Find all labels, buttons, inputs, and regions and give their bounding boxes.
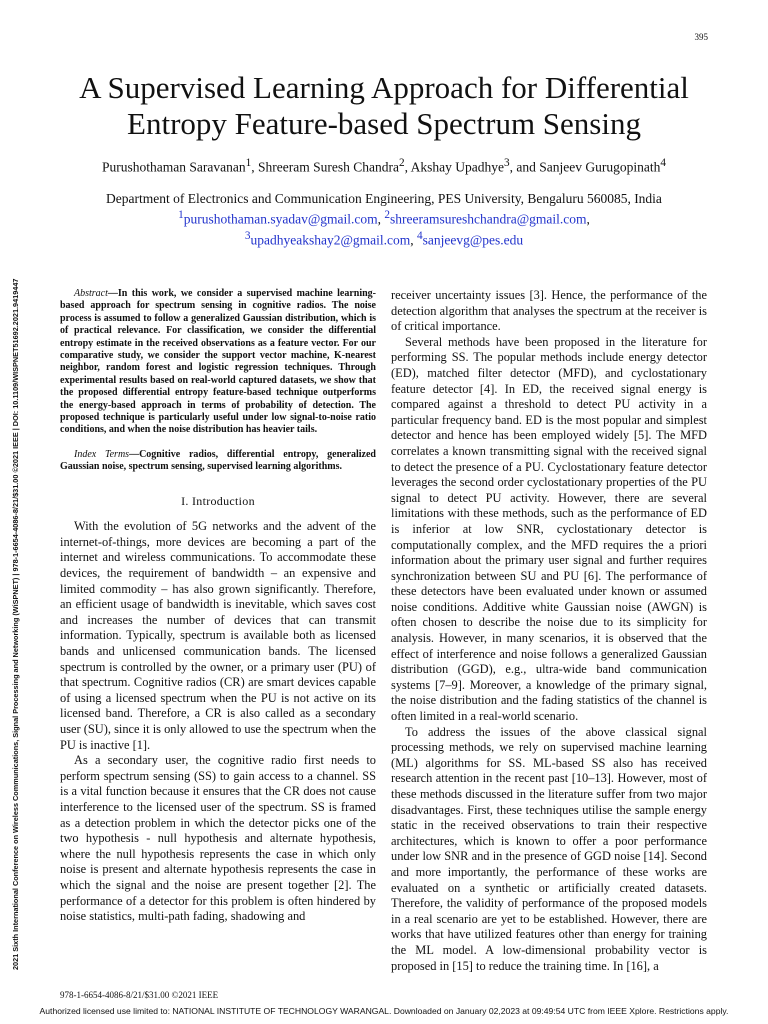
- footer-copyright: 978-1-6654-4086-8/21/$31.00 ©2021 IEEE: [60, 990, 219, 1000]
- intro-paragraph-1: With the evolution of 5G networks and the advent of the internet-of-things, more devices are becoming a part of the internet and wireless communications. To accommodate these devices, the requirement of bandwidth – an expensive and limited commodity – has also grown significantly. Therefore, an efficient usage of bandwidth is inevitable, which saves cost and increases the number of devices that can transmit information. Typically, spectrum is available both as licensed bands and unlicensed communication bands. The licensed spectrum is controlled by the owner, or a primary user (PU) of that spectrum. Cognitive radios (CR) are smart devices capable of using a licensed spectrum when the PU is not active on its licensed band. Therefore, a CR is also called as a secondary user (SU), since it is only allowed to use the spectrum when the PU is inactive [1].: [60, 519, 376, 752]
- affiliation-block: [40, 190, 728, 248]
- email-4-mark: 4: [416, 229, 423, 242]
- intro-paragraph-2: As a secondary user, the cognitive radio first needs to perform spectrum sensing (SS) to gain access to a channel. SS is a vital function because it ensures that the CR does not cause interference to the licensed user of the spectrum. SS is framed as a detection problem in which the detector picks one of the two hypothesis - null hypothesis and alternate hypothesis, where the null hypothesis represents the case in which only noise is present and alternate hypothesis represents the case in which the signal and the noise are present together [2]. The performance of a detector for this problem is often hindered by noise statistics, multi-path fading, shadowing and: [60, 753, 376, 924]
- email-link-1[interactable]: purushothaman.syadav@gmail.com: [183, 211, 378, 227]
- author-3-mark: 3: [503, 157, 510, 169]
- title-line-1: A Supervised Learning Approach for Differential: [79, 70, 689, 105]
- email-2-mark: 2: [384, 209, 391, 221]
- author-4: Sanjeev Gurugopinath: [539, 159, 661, 175]
- index-terms: [60, 449, 376, 474]
- right-column: [391, 288, 707, 974]
- paper-title: [40, 70, 728, 142]
- page-number: 395: [694, 32, 708, 42]
- section-heading-introduction: I. Introduction: [181, 493, 255, 508]
- author-list: Purushothaman Saravanan$^1$, Shreeram Suresh Chandra$^2$, Akshay Upadhye$^3$, and Sanjeev Gurugopinath$^4$: [102, 157, 666, 175]
- index-terms-text: —Cognitive radios, differential entropy, generalized Gaussian noise, spectrum sensing, supervised learning algorithms.: [60, 448, 376, 473]
- abstract-label: Abstract: [74, 288, 108, 299]
- intro-paragraph-3: receiver uncertainty issues [3]. Hence, the performance of the detection algorithm that analyses the spectrum at the receiver is of critical importance.: [391, 288, 707, 334]
- abstract-text: —In this work, we consider a supervised machine learning-based approach for spectrum sensing in cognitive radios. The noise process is assumed to follow a generalized Gaussian distribution, which is of practical relevance. For classification, we consider the differential entropy estimate in the received observations as a feature vector. For our comparative study, we consider the support vector machine, K-nearest neighbor, random forest and logistic regression techniques. Through experimental results based on real-world captured datasets, we show that the proposed differential entropy feature-based technique outperforms the energy-based approach in terms of probability of detection. The proposed technique is particularly useful under low signal-to-noise ratio conditions, and when the noise distribution has heavier tails.: [60, 288, 376, 436]
- title-line-2: Entropy Feature-based Spectrum Sensing: [127, 106, 641, 141]
- author-2-mark: 2: [398, 157, 405, 169]
- side-banner: [11, 90, 25, 970]
- email-line-1: $^1$purushothaman.syadav@gmail.com, $^2$shreeramsureshchandra@gmail.com,: [178, 209, 590, 227]
- email-link-3[interactable]: upadhyeakshay2@gmail.com: [250, 232, 411, 247]
- author-1-mark: 1: [245, 157, 252, 169]
- author-2: Shreeram Suresh Chandra: [258, 159, 399, 175]
- footer-license: Authorized licensed use limited to: NATIONAL INSTITUTE OF TECHNOLOGY WARANGAL. Downloaded on January 02,2023 at 09:49:54 UTC from IEEE Xplore. Restrictions apply.: [39, 1006, 729, 1016]
- email-3-mark: 3: [244, 229, 251, 242]
- side-banner-text: 2021 Sixth International Conference on Wireless Communications, Signal Processing and Networking (WiSPNET) | 978-1-6654-4086-8/21/$31.00 ©2021 IEEE | DOI: 10.1109/WISPNET51692.2021.9419447: [11, 278, 20, 970]
- author-1: Purushothaman Saravanan: [102, 159, 246, 175]
- email-link-4[interactable]: sanjeevg@pes.edu: [422, 232, 524, 247]
- email-1-mark: 1: [178, 209, 184, 221]
- intro-paragraph-4: Several methods have been proposed in the literature for performing SS. The popular methods include energy detector (ED), matched filter detector (MFD), and cyclostationary feature detector [4]. In ED, the received signal energy is compared against a threshold to detect PU activity in a particular frequency band. ED is the most popular and simplest detector and hence has been employed widely [5]. The MFD correlates a known transmitting signal with the received signal to detect the presence of a PU. Cyclostationary feature detector leverages the second order cyclostationary properties of the PU signal to detect PU activity. However, there are several limitations with these methods, such as the performance of ED is inferior at low SNR, cyclostationary detector is computationally complex, and the MFD requires the a priori information about the primary user signal and further requires synchronization between SU and PU [6]. The performance of these detectors have been evaluated under known or assumed noise conditions. Additive white Gaussian noise (AWGN) is often chosen to describe the noise due to its simplicity for analysis. However, in many scenarios, it is observed that the effect of interference and noise follows a generalized Gaussian distribution (GGD), e.g., ultra-wide band communication systems [7–9]. Moreover, a knowledge of the primary signal, the noise distribution and the fading statistics of the channel is often limited in a real-world scenario.: [391, 334, 707, 724]
- affiliation: Department of Electronics and Communication Engineering, PES University, Bengaluru 560085, India: [106, 191, 662, 206]
- email-line-2: $^3$upadhyeakshay2@gmail.com, $^4$sanjeevg@pes.edu: [244, 229, 524, 247]
- intro-paragraph-5: To address the issues of the above classical signal processing methods, we rely on supervised machine learning (ML) algorithms for SS. ML-based SS also has received research attention in the recent past [10–13]. However, most of these methods discussed in the literature suffer from two major disadvantages. First, these techniques utilise the sample energy static in the received observations to train their respective architectures, which is known to offer a poor performance under low SNR and in the presence of GGD noise [14]. Second and more importantly, the performance of these works are evaluated on a synthetic or artificially created datasets. Therefore, the validity of performance of the proposed models in a real scenario are yet to be established. However, there are works that have utilized features other than energy for training the ML model. A low-dimensional probability vector is proposed in [15] to reduce the training time. In [16], a: [391, 724, 707, 973]
- author-4-mark: 4: [660, 157, 666, 169]
- index-terms-label: Index Terms: [74, 448, 130, 460]
- email-link-2[interactable]: shreeramsureshchandra@gmail.com: [390, 211, 587, 227]
- left-column: [60, 288, 376, 925]
- author-3: Akshay Upadhye: [410, 159, 504, 175]
- abstract: [60, 288, 376, 437]
